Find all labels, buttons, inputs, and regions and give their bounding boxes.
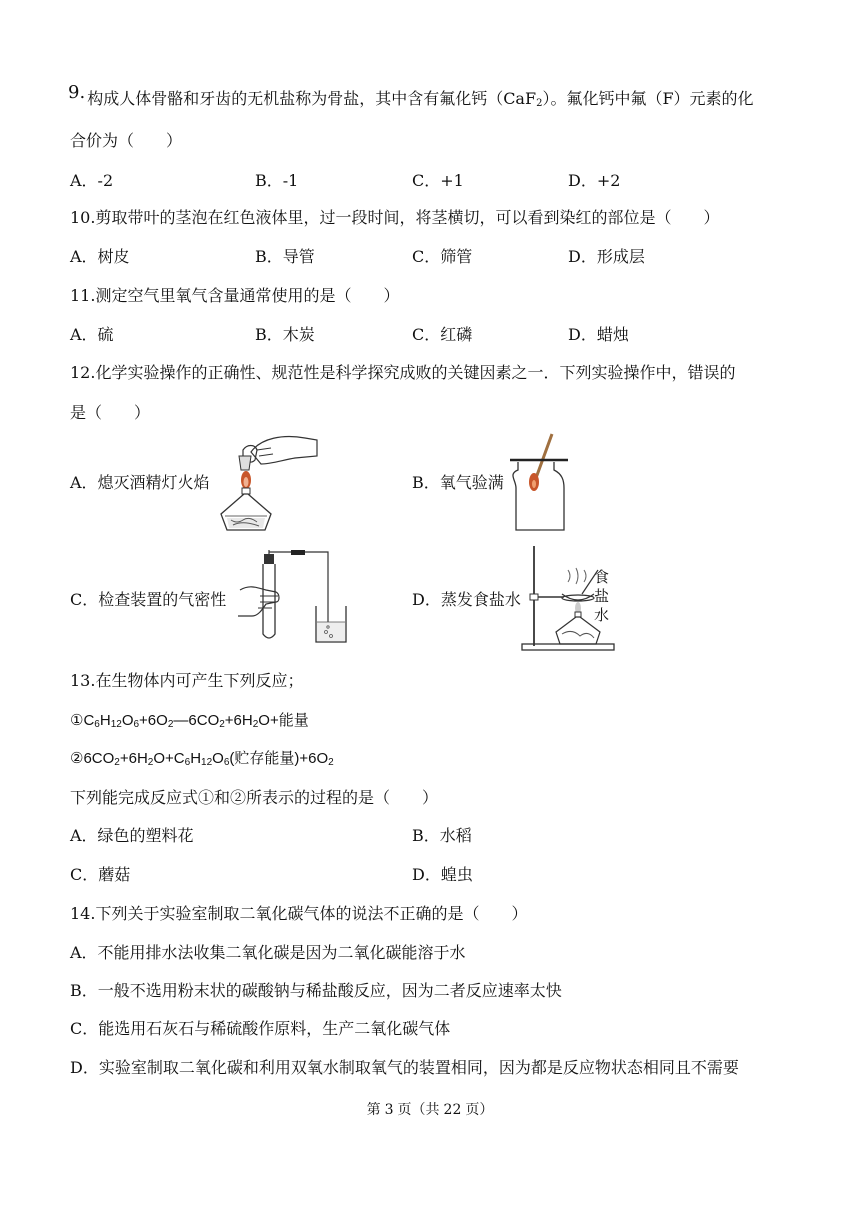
q9-stem-line1 <box>68 82 754 115</box>
q12-option-d[interactable]: D．蒸发食盐水 <box>412 590 521 609</box>
page-footer <box>0 1100 860 1120</box>
q11-option-b[interactable]: B．木炭 <box>255 325 315 344</box>
total-pages: 22 <box>443 1102 462 1118</box>
footer-prefix: 第 <box>366 1102 381 1118</box>
label-char-2: 盐 <box>594 587 610 605</box>
q14-option-b[interactable]: B．一般不选用粉末状的碳酸钠与稀盐酸反应，因为二者反应速率太快 <box>70 981 562 1000</box>
footer-suffix: 页） <box>465 1102 494 1118</box>
q14-option-a[interactable]: A．不能用排水法收集二氧化碳是因为二氧化碳能溶于水 <box>70 943 466 962</box>
q9-option-b[interactable]: B．-1 <box>255 171 299 190</box>
q10-option-c[interactable]: C．筛管 <box>412 247 473 266</box>
q12-stem-line1: 12.化学实验操作的正确性、规范性是科学探究成败的关键因素之一．下列实验操作中，错误的 <box>70 363 736 382</box>
q13-question: 下列能完成反应式①和②所表示的过程的是（ ） <box>70 788 439 807</box>
q10-option-b[interactable]: B．导管 <box>255 247 315 266</box>
q11-option-c[interactable]: C．红磷 <box>412 325 473 344</box>
q10-option-a[interactable]: A．树皮 <box>70 247 130 266</box>
salt-water-label <box>594 568 609 625</box>
q13-option-c[interactable]: C．蘑菇 <box>70 865 131 884</box>
q13-option-d[interactable]: D．蝗虫 <box>412 865 473 884</box>
q12-option-a[interactable]: A．熄灭酒精灯火焰 <box>70 473 210 492</box>
q13-equation-1: $①C_6H_{12}O_6+6O_2—6CO_2+6H_2O+$能量 <box>70 712 309 730</box>
q10-option-d[interactable]: D．形成层 <box>568 247 645 266</box>
q12-stem-line2: 是（ ） <box>70 403 151 422</box>
q11-option-d[interactable]: D．蜡烛 <box>568 325 629 344</box>
q9-option-d[interactable]: D．+2 <box>568 171 621 190</box>
q9-option-c[interactable]: C．+1 <box>412 171 464 190</box>
airtightness-figure <box>236 550 356 646</box>
label-char-3: 水 <box>594 606 610 624</box>
q13-option-a[interactable]: A．绿色的塑料花 <box>70 826 194 845</box>
q14-option-d[interactable]: D．实验室制取二氧化碳和利用双氧水制取氧气的装置相同，因为都是反应物状态相同且不需要 <box>70 1058 739 1077</box>
current-page-number: 3 <box>384 1102 394 1118</box>
q13-equation-2: $②6CO_2+6H_2O+C_6H_{12}O_6$(贮存能量)$+6O_2$ <box>70 750 334 768</box>
q13-stem: 13.在生物体内可产生下列反应； <box>70 671 304 690</box>
q14-option-c[interactable]: C．能选用石灰石与稀硫酸作原料，生产二氧化碳气体 <box>70 1019 451 1038</box>
alcohol-lamp-figure <box>213 430 323 538</box>
label-char-1: 食 <box>594 568 610 586</box>
q12-option-b[interactable]: B．氧气验满 <box>412 473 504 492</box>
q9-stem-text: 构成人体骨骼和牙齿的无机盐称为骨盐，其中含有氟化钙（CaF <box>87 89 537 108</box>
q9-number: 9. <box>68 82 86 103</box>
q13-option-b[interactable]: B．水稻 <box>412 826 472 845</box>
q9-option-a[interactable]: A．-2 <box>70 171 114 190</box>
footer-middle: 页（共 <box>397 1102 440 1118</box>
q12-option-c[interactable]: C．检查装置的气密性 <box>70 590 227 609</box>
q11-stem: 11.测定空气里氧气含量通常使用的是（ ） <box>70 286 400 305</box>
q9-subscript: 2 <box>536 98 543 109</box>
oxygen-bottle-figure <box>506 432 572 532</box>
q14-stem: 14.下列关于实验室制取二氧化碳气体的说法不正确的是（ ） <box>70 904 528 923</box>
q9-stem-line2: 合价为（ ） <box>70 131 183 150</box>
q9-stem-tail: ）。氟化钙中氟（F）元素的化 <box>542 89 754 108</box>
q10-stem: 10.剪取带叶的茎泡在红色液体里，过一段时间，将茎横切，可以看到染红的部位是（ ） <box>70 208 720 227</box>
q11-option-a[interactable]: A．硫 <box>70 325 114 344</box>
